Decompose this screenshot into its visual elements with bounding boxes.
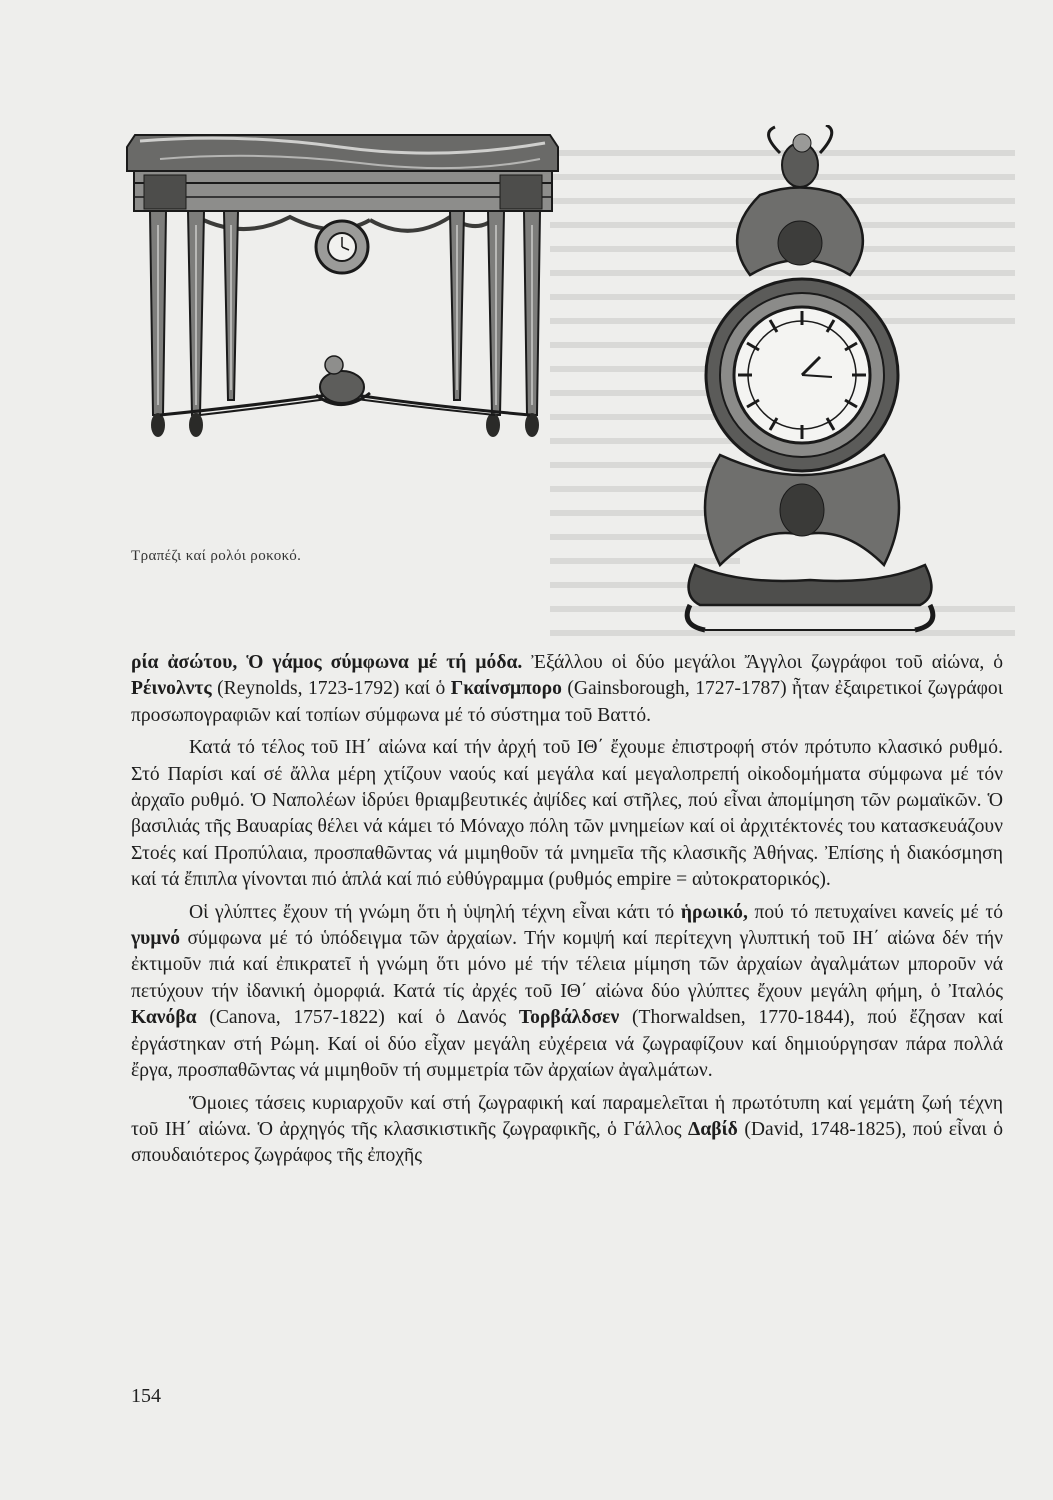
p3-text-5: (Thorwaldsen, 1770-1844), πού ἔζησαν καί ἐργάστηκαν στή Ρώμη. Καί οἱ δύο εἶχαν μεγάλη εὐχέρεια νά ζωγραφίζουν καί δημιούργησαν πάρα πολλά ἔργα, προσπαθῶντας νά μιμηθοῦν τή συμμετρία τῶν ἀρχαίων ἀγαλμάτων. (131, 1007, 1004, 1082)
paragraph-1 (131, 650, 1003, 729)
rococo-table-drawing (127, 135, 558, 437)
p4-text-2: (David, 1748-1825), πού εἶναι ὁ σπουδαιότερος ζωγράφος τῆς ἐποχῆς (131, 1118, 1003, 1167)
paragraph-4 (131, 1091, 1003, 1170)
paragraph-3 (131, 900, 1003, 1085)
p4-text-1: Ὅμοιες τάσεις κυριαρχοῦν καί στή ζωγραφική καί παραμελεῖται ἡ πρωτότυπη καί γεμάτη ζωή τέχνη τοῦ ΙΗ΄ αἰώνα. Ὁ ἀρχηγός τῆς κλασικιστικῆς ζωγραφικῆς, ὁ Γάλλος (131, 1092, 1003, 1140)
p1-lead-bold: ρία ἀσώτου, Ὁ γάμος σύμφωνα μέ τή μόδα. (131, 652, 523, 673)
p1-name-gainsborough: Γκαίνσμπορο (450, 678, 562, 700)
p1-text-2: (Reynolds, 1723-1792) καί ὁ (211, 678, 451, 700)
page-number: 154 (131, 1385, 161, 1407)
body-text (131, 650, 1003, 1170)
p3-text-4: (Canova, 1757-1822) καί ὁ Δανός (196, 1007, 519, 1029)
p1-text-3: (Gainsborough, 1727-1787) ἦταν ἐξαιρετικοί ζωγράφοι προσωπογραφιῶν καί τοπίων σύμφωνα μέ τό σύστημα τοῦ Βαττό. (131, 678, 1003, 726)
p1-text-1: Ἐξάλλου οἱ δύο μεγάλοι Ἄγγλοι ζωγράφοι τοῦ αἰώνα, ὁ (522, 652, 1003, 673)
p3-name-canova: Κανόβα (131, 1007, 197, 1029)
p3-text-2: πού τό πετυχαίνει κανείς μέ τό (747, 901, 1003, 923)
paragraph-2: Κατά τό τέλος τοῦ ΙΗ΄ αἰώνα καί τήν ἀρχή τοῦ ΙΘ΄ ἔχουμε ἐπιστροφή στόν πρότυπο κλασικό ρυθμό. Στό Παρίσι καί σέ ἄλλα μέρη χτίζουν ναούς καί μεγάλα καί μεγαλοπρεπή οἰκοδομήματα σύμφωνα μέ τόν ἀρχαῖο ρυθμό. Ὁ Ναπολέων ἱδρύει θριαμβευτικές ἀψίδες καί στῆλες, πού εἶναι ἀπομίμηση τῶν ρωμαϊκῶν. Ὁ βασιλιάς τῆς Βαυαρίας θέλει νά κάμει τό Μόναχο πόλη τῶν μνημείων καί οἱ ἀρχιτέκτονές του κατασκευάζουν Στοές καί Προπύλαια, προσπαθῶντας νά μιμηθοῦν τά μνημεῖα τῆς κλασικῆς Ἀθήνας. Ἐπίσης ἡ διακόσμηση καί τά ἔπιπλα γίνονται πιό ἁπλά καί πιό εὐθύγραμμα (ρυθμός empire = αὐτοκρατορικός). (131, 737, 1003, 891)
p4-name-david: Δαβίδ (688, 1118, 738, 1140)
p3-text-3: σύμφωνα μέ τό ὑπόδειγμα τῶν ἀρχαίων. Τήν κομψή καί περίτεχνη γλυπτική τοῦ ΙΗ΄ αἰώνα δέν τήν ἐκτιμοῦν πιά καί ἐπικρατεῖ ἡ γνώμη ὅτι μόνο μέ τήν τέλεια μίμηση τῶν ἀρχαίων ἀγαλμάτων μποροῦν νά πετύχουν τήν ἰδανική ὀμορφιά. Κατά τίς ἀρχές τοῦ ΙΘ΄ αἰώνα δύο γλύπτες ἔχουν μεγάλη φήμη, ὁ Ἰταλός (131, 928, 1003, 1002)
p3-bold-heroic: ἡρωικό, (680, 901, 748, 923)
p3-text-1: Οἱ γλύπτες ἔχουν τή γνώμη ὅτι ἡ ὑψηλή τέχνη εἶναι κάτι τό (189, 901, 681, 923)
figure-caption: Τραπέζι καί ρολόι ροκοκό. (131, 548, 302, 564)
rococo-illustration (120, 125, 1025, 655)
p3-name-thorwaldsen: Τορβάλδσεν (518, 1007, 620, 1029)
p3-bold-nude: γυμνό (131, 928, 180, 950)
p1-name-reynolds: Ρέινολντς (131, 678, 212, 700)
